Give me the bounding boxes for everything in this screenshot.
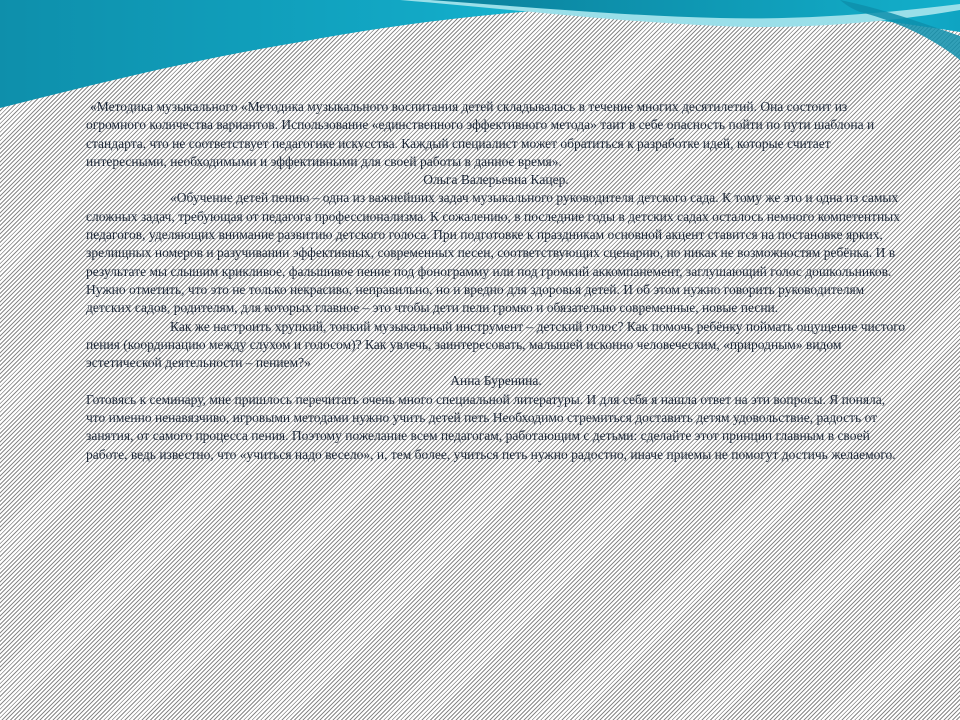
author-burenina: Анна Буренина. [450, 373, 542, 389]
quote-burenina-part1: «Обучение детей пению – одна из важнейших задач музыкального руководителя детского сада. К тому же это и одна из самых сложных задач, требующая от педагога профессионализма. К сожалению, в последние годы в детских садах осталось немного компетентных педагогов, уделяющих внимание развитию детского голоса. При подготовке к праздникам основной акцент ставится на постановке ярких, зрелищных номеров и разучивании эффективных, современных песен, соответствующих сценарию, но никак не возможностям ребёнка. И в результате мы слышим крикливое, фальшивое пение под фонограмму или под громкий аккомпанемент, заглушающий голос дошкольников. Нужно отметить, что это не только некрасиво, неправильно, но и вредно для здоровья детей. И об этом нужно говорить руководителям детских садов, родителям, для которых главное – это чтобы дети пели громко и обязательно современные, новые песни. [86, 190, 900, 316]
quote-katser: «Методика музыкального «Методика музыкального воспитания детей складывалась в течение многих десятилетий. Она состоит из огромного количества вариантов. Использование «единственного эффективного метода» таит в себе опасность пойти по пути шаблона и стандарта, что не соответствует педагогике искусства. Каждый специалист может обратиться к разработке идей, которые считает интересными, необходимыми и эффективными для своей работы в данное время». [86, 99, 875, 169]
conclusion-paragraph: Готовясь к семинару, мне пришлось перечитать очень много специальной литературы. И для себя я нашла ответ на эти вопросы. Я поняла, что именно ненавязчиво, игровыми методами нужно учить детей петь Необходимо стремиться доставить детям удовольствие, радость от занятия, от самого процесса пения. Поэтому пожелание всем педагогам, работающим с детьми: сделайте этот принцип главным в своей работе, ведь известно, что «учиться надо весело», и, тем более, учиться петь нужно радостно, иначе приемы не помогут достичь желаемого. [86, 391, 896, 462]
author-katser: Ольга Валерьевна Кацер. [423, 172, 569, 188]
slide-text-body [86, 98, 906, 464]
quote-burenina-part2: Как же настроить хрупкий, тонкий музыкальный инструмент – детский голос? Как помочь ребёнку поймать ощущение чистого пения (координацию между слухом и голосом)? Как увлечь, заинтересовать, малышей исконно человеческим, «природным» видом эстетической деятельности – пением?» [86, 318, 906, 371]
